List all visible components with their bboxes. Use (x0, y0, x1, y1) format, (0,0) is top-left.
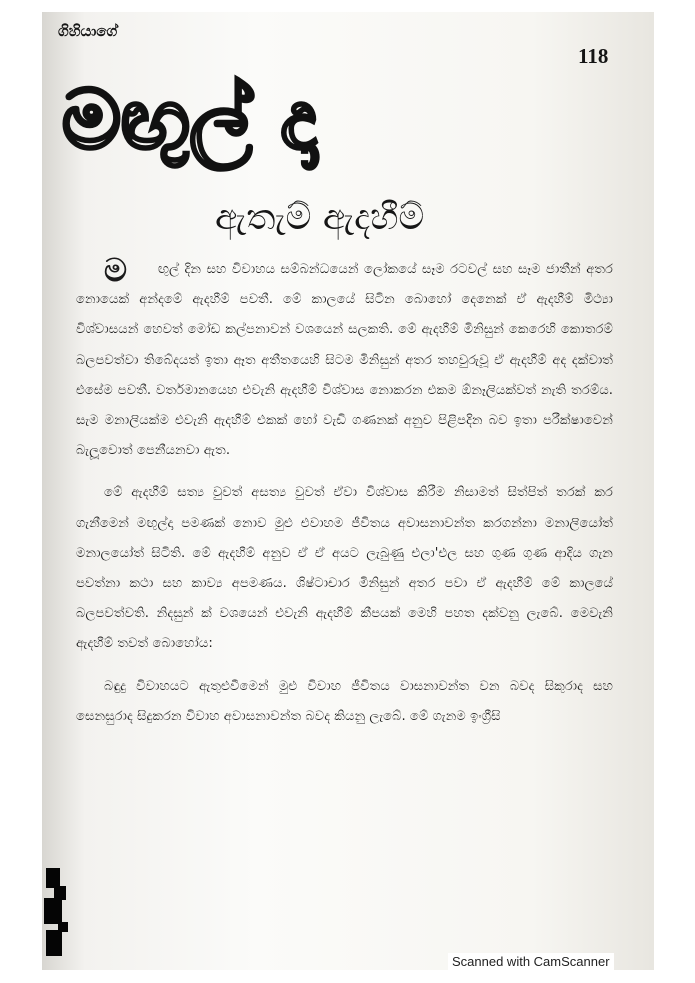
running-head: ගිහියාගේ (58, 22, 118, 40)
section-heading: ඇතැම් ඇදහීම් (215, 197, 425, 238)
watermark-label: Scanned with CamScanner (448, 953, 614, 970)
page-number: 118 (578, 44, 609, 68)
paragraph-2: මේ ඇදහීම් සත්‍ය වුවත් අසත්‍ය වුවත් ඒවා විශ්වාස කිරීම නිසාමත් සිත්පිත් තරක් කර ගැනීමෙන් මඟුල්දා පමණක් නොව මුළු එවාහම ජීවිතය අවාසනාවන්ත කරගන්නා මනාලියෝත් මනාලයෝත් සිටිති. මේ ඇදහීම් අනුව ඒ ඒ අයට ලැබුණු එලා'එල සහ ගුණ ගුණ ආදිය ගැන පවත්නා කථා සහ කාව්‍ය අපමණය. ශිෂ්ටාචාර මිනිසුන් අතර පවා ඒ ඇදහීම් මේ කාලයේ බලපවත්වති. නිදසුන් ක් වශයෙන් එවැනි ඇදහීම් කීපයක් මෙහි පහත දක්වනු ලැබේ. මෙවැනි ඇදහීම් තවත් බොහෝය: (76, 485, 613, 652)
paragraph-1: මඟුල් දින සහ විවාහය සම්බන්ධයෙන් ලෝකයේ සෑම රටවල් සහ සෑම ජාතීන් අතර නොයෙක් අන්දමේ ඇදහීම් පවතී. මේ කාලයේ සිටින බොහෝ දෙනෙක් ඒ ඇදහීම් මිථ්‍යා විශ්වාසයන් හෙවත් මෝඩ කල්පනාවන් වශයෙන් සලකති. මේ ඇදහීම් මිනිසුන් කෙරෙහි කොතරම් බලපවත්වා තිබේදයත් ඉතා ඈත අතීතයෙහි සිටම මිනිසුන් අතර තහවුරුවූ ඒ ඇදහීම් අද දක්වාත් එසේම පවතී. වර්තමානයෙහ එවැනි ඇදහීම් විශ්වාස නොකරන එකම ඕනෑලියක්වත් නැති තරම්ය. සැම මනාලියක්ම එවැනි ඇදහීම් එකක් හෝ වැඩි ගණනක් අනුව පිළිපදින බව ඉතා පරීක්ෂාවෙන් බැලූවොත් පෙනීයනවා ඇත. (76, 251, 613, 459)
paragraph-3: බඳුදු විවාහයට ඇතුළුවීමෙන් මුළු විවාහ ජීවිතය වාසනාවන්ත වන බවද සිකුරාද සහ සෙනසුරාද සිදුකරන විවාහ අවාසනාවන්ත බවද කියනු ලැබේ. මේ ගැනම ඉංග්‍රීසි (76, 678, 613, 724)
scan-artifact-mark (44, 868, 74, 958)
body-text (76, 251, 613, 744)
chapter-title: මඟුල් දා (62, 73, 317, 168)
